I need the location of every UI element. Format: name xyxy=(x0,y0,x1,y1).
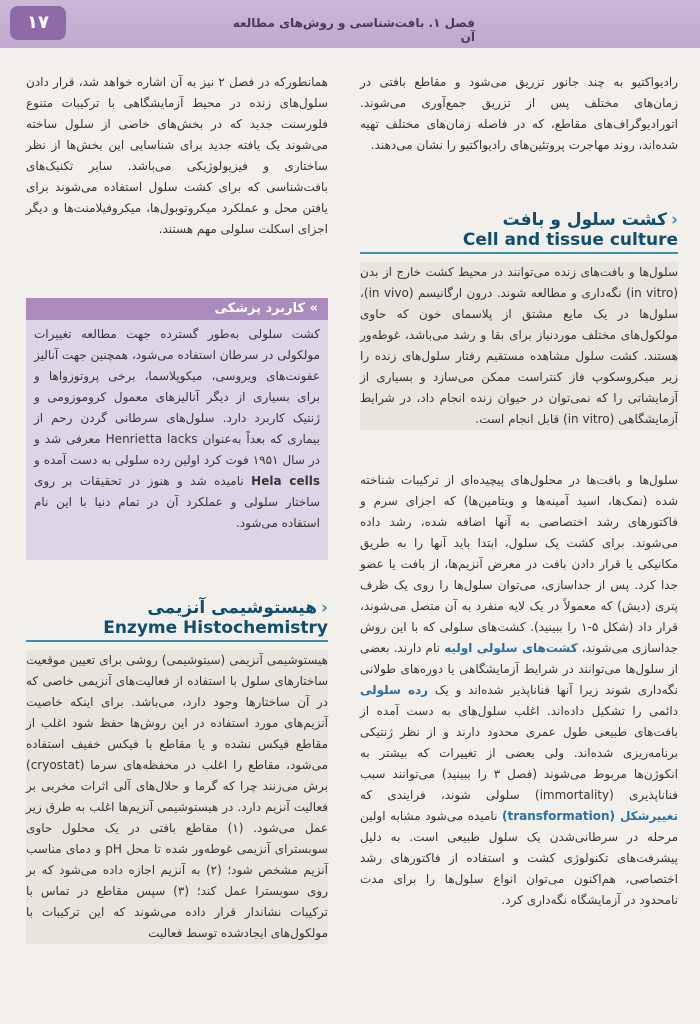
section-cell-culture xyxy=(360,210,678,254)
page-header xyxy=(0,0,700,48)
left-intro: همانطورکه در فصل ۲ نیز به آن اشاره خواهد شد، قرار دادن سلول‌های زنده در محیط آزمایشگاهی با ترکیبات متنوع فلورسنت جدید که در بخش‌های خاصی از سلول ساخته می‌شوند یک یافته جدید برای شناسایی این بخش‌ها از نظر ساختاری و فیزیولوژیکی می‌باشد. سایر تکنیک‌های بافت‌شناسی که برای کشت سلول استفاده می‌شوند برای یافتن محل و عملکرد میکروتوبول‌ها، میکروفیلامنت‌ها و دیگر اجزای اسکلت سلولی مهم هستند. xyxy=(26,75,328,236)
section-title-fa: کشت سلول و بافت xyxy=(502,210,667,230)
term-cell-line: رده سلولی xyxy=(360,683,429,697)
right-intro: رادیواکتیو به چند جانور تزریق می‌شود و مقاطع بافتی در زمان‌های مختلف پس از تزریق جمع‌آوری می‌شوند. اتورادیوگراف‌های مقاطع، که در فاصله زمان‌های مختلف تهیه شده‌اند، روند مهاجرت پروتئین‌های رادیواکتیو را نشان می‌دهند. xyxy=(360,75,678,152)
enzyme-para: هیستوشیمی آنزیمی (سیتوشیمی) روشی برای تعیین موقعیت ساختارهای سلول با استفاده از فعالیت‌های آنزیمی خاصی که در آن ساختارها وجود دارد، می‌باشد. برای اینکه خاصیت آنزیم‌های مورد استفاده در این روش‌ها حفظ شود اغلب از مقاطع فیکس نشده و یا مقاطع با فیکس خفیف استفاده می‌شود، مقاطع را اغلب در محفظه‌های سرما (cryostat) برش می‌زنند چرا که گرما و حلال‌های آلی اثرات مخربی بر فعالیت آنزیم دارد. در هیستوشیمی آنزیم‌ها اغلب به طرق زیر عمل می‌شود. (۱) مقاطع بافتی در یک محلول حاوی سوبسترای آنزیمی غوطه‌ور شده تا محل pH و دمای مناسب آنزیم مشخص شود؛ (۲) به آنزیم اجازه داده می‌شود که بر روی سوبسترا عمل کند؛ (۳) سپس مقاطع در تماس با ترکیبات نشاندار قرار داده می‌شوند که این ترکیبات با مولکول‌های ایجادشده توسط فعالیت xyxy=(26,650,328,944)
box-title: کاربرد پزشکی xyxy=(214,301,306,316)
box-body: کشت سلولی به‌طور گسترده جهت مطالعه تغییرات مولکولی در سرطان استفاده می‌شود، همچنین جهت آنالیز عفونت‌های ویروسی، میکوپلاسما، برخی پروتوزواها و برای بسیاری از دیگر آنالیزهای معمول کروموزومی و ژنتیک کاربرد دارد. سلول‌های سرطانی گردن رحم از بیماری که بعداً به‌عنوان Henrietta lacks معرفی شد و در سال ۱۹۵۱ فوت کرد اولین رده سلولی به دست آمده و Hela cells نامیده شد و هنوز در تحقیقات بر روی ساختار سلولی و عملکرد آن در تمام دنیا با این نام استفاده می‌شود. xyxy=(34,327,320,530)
term-transformation: تغییرشکل (transformation) xyxy=(502,809,678,823)
chevron-icon: ‹ xyxy=(320,598,328,618)
chevron-icon: » xyxy=(305,301,318,316)
cell-culture-para1: سلول‌ها و بافت‌های زنده می‌توانند در محیط کشت خارج از بدن (in vitro) نگه‌داری و مطالعه شوند. درون ارگانیسم (in vivo)، سلول‌ها در یک مایع مشتق از پلاسمای خون که حاوی مولکول‌های مختلف موردنیاز برای بقا و رشد می‌باشد، غوطه‌ور هستند. کشت سلول مشاهده مستقیم رفتار سلول‌های زنده را زیر میکروسکوپ فاز کنتراست ممکن می‌سازد و بسیاری از آزمایشاتی را که نمی‌توان در حیوان زنده انجام داد، در شرایط آزمایشگاهی (in vitro) قابل انجام است. xyxy=(360,262,678,430)
page-number: ۱۷ xyxy=(10,6,66,40)
section-enzyme-histochemistry xyxy=(26,598,328,642)
section-title-en: Enzyme Histochemistry xyxy=(103,618,328,638)
section-title-fa: هیستوشیمی آنزیمی xyxy=(147,598,317,618)
section-rule xyxy=(26,640,328,642)
chapter-title: فصل ۱. بافت‌شناسی و روش‌های مطالعه آن xyxy=(232,16,475,44)
term-hela: Hela cells xyxy=(251,474,320,488)
medical-application-box xyxy=(26,298,328,560)
section-rule xyxy=(360,252,678,254)
section-title-en: Cell and tissue culture xyxy=(462,230,678,250)
term-primary-culture: کشت‌های سلولی اولیه xyxy=(444,641,578,655)
cell-culture-para2: سلول‌ها و بافت‌ها در محلول‌های پیچیده‌ای از ترکیبات شناخته شده (نمک‌ها، اسید آمینه‌ها و ویتامین‌ها) که اجزای سرم و فاکتورهای رشد اختصاصی به آنها اضافه شده، رشد داده می‌شوند. برای کشت یک سلول، ابتدا باید آنها را به طریق مکانیکی یا قرار دادن بافت در معرض آنزیم‌ها، از بافت یا عضو جدا کرد. پس از جداسازی، می‌توان سلول‌ها را روی یک ظرف پتری (دیش) که معمولاً در یک لایه منفرد به آن متصل می‌شوند، قرار داد (شکل ۵-۱ را ببینید). کشت‌های سلولی که با این روش جداسازی می‌شوند، کشت‌های سلولی اولیه نام دارند. بعضی از سلول‌ها می‌توانند در شرایط آزمایشگاهی یا دوره‌های طولانی نگه‌داری شوند زیرا آنها فناناپذیر شده‌اند و یک رده سلولی دائمی را تشکیل داده‌اند. اغلب سلول‌های به دست آمده از بافت‌های طبیعی طول عمری محدود دارند و از نظر ژنتیکی برنامه‌ریزی شده‌اند. ولی بعضی از تغییرات که بیشتر به انکوژن‌ها مربوط می‌شوند (فصل ۳ را ببینید) می‌توانند سبب فناناپذیری (immortality) سلولی شوند، فرایندی که تغییرشکل (transformation) نامیده می‌شود مشابه اولین مرحله در سرطانی‌شدن یک سلول طبیعی است. به دلیل پیشرفت‌های تکنولوژی کشت و استفاده از فاکتورهای رشد اختصاصی، هم‌اکنون می‌توان انواع سلول‌ها را برای مدت نامحدود در آزمایشگاه نگه‌داری کرد. xyxy=(360,473,678,907)
chevron-icon: ‹ xyxy=(670,210,678,230)
